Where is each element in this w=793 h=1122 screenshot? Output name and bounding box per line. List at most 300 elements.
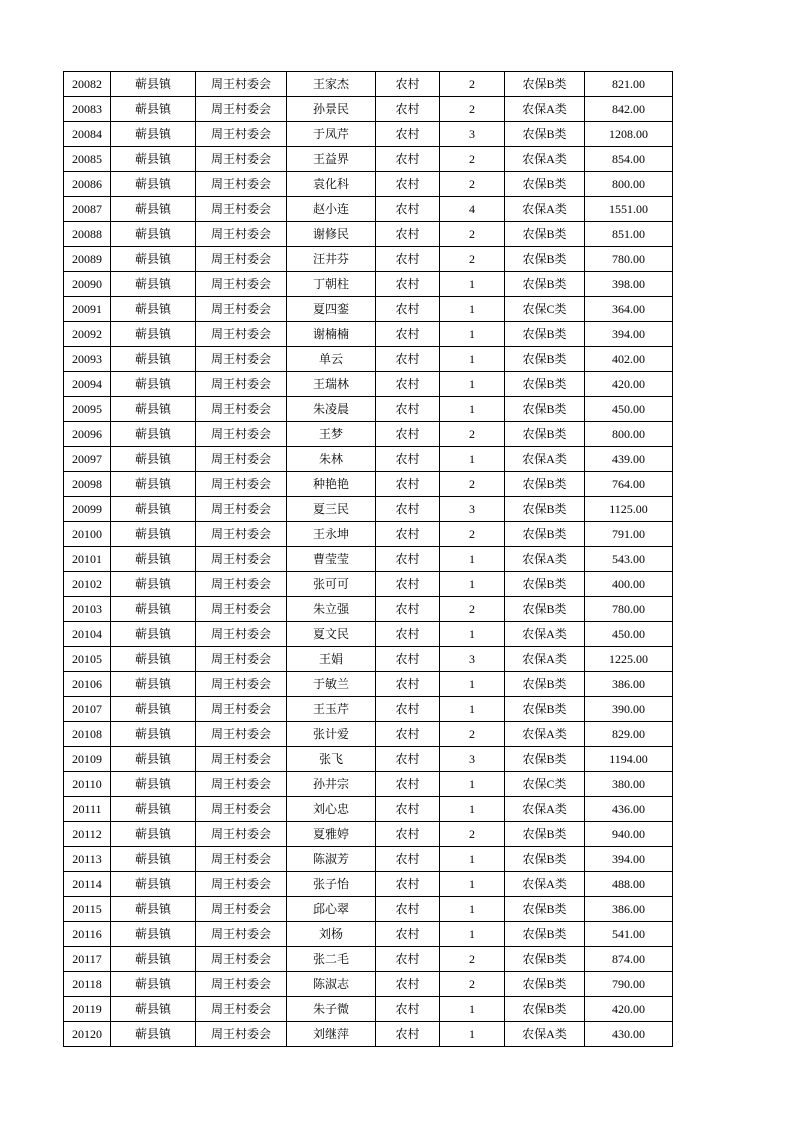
cell-village: 周王村委会 [196,347,287,372]
cell-amount: 790.00 [585,972,673,997]
cell-residence: 农村 [376,647,440,672]
cell-count: 3 [440,122,505,147]
cell-residence: 农村 [376,872,440,897]
cell-id: 20117 [64,947,111,972]
cell-residence: 农村 [376,122,440,147]
cell-village: 周王村委会 [196,422,287,447]
cell-village: 周王村委会 [196,822,287,847]
cell-village: 周王村委会 [196,622,287,647]
cell-category: 农保B类 [505,947,585,972]
cell-category: 农保B类 [505,522,585,547]
cell-town: 蕲县镇 [111,872,196,897]
table-row [64,997,673,1022]
cell-residence: 农村 [376,722,440,747]
cell-residence: 农村 [376,72,440,97]
cell-id: 20083 [64,97,111,122]
cell-count: 1 [440,697,505,722]
cell-village: 周王村委会 [196,472,287,497]
table-row [64,497,673,522]
cell-category: 农保C类 [505,297,585,322]
cell-residence: 农村 [376,347,440,372]
table-row [64,247,673,272]
cell-id: 20095 [64,397,111,422]
cell-count: 1 [440,347,505,372]
cell-id: 20086 [64,172,111,197]
cell-town: 蕲县镇 [111,947,196,972]
cell-count: 1 [440,672,505,697]
table-row [64,297,673,322]
cell-id: 20109 [64,747,111,772]
cell-amount: 439.00 [585,447,673,472]
table-row [64,422,673,447]
cell-id: 20101 [64,547,111,572]
cell-name: 王永坤 [287,522,376,547]
cell-id: 20115 [64,897,111,922]
cell-count: 2 [440,597,505,622]
cell-name: 朱子微 [287,997,376,1022]
cell-name: 孙景民 [287,97,376,122]
cell-residence: 农村 [376,222,440,247]
cell-category: 农保B类 [505,347,585,372]
cell-residence: 农村 [376,972,440,997]
cell-name: 袁化科 [287,172,376,197]
cell-category: 农保B类 [505,397,585,422]
cell-residence: 农村 [376,572,440,597]
cell-amount: 420.00 [585,372,673,397]
cell-amount: 436.00 [585,797,673,822]
cell-id: 20092 [64,322,111,347]
cell-village: 周王村委会 [196,547,287,572]
cell-village: 周王村委会 [196,522,287,547]
cell-amount: 390.00 [585,697,673,722]
cell-residence: 农村 [376,747,440,772]
table-row [64,647,673,672]
cell-category: 农保B类 [505,697,585,722]
cell-name: 孙井宗 [287,772,376,797]
cell-amount: 430.00 [585,1022,673,1047]
table-row [64,622,673,647]
cell-count: 1 [440,1022,505,1047]
cell-category: 农保B类 [505,422,585,447]
cell-town: 蕲县镇 [111,572,196,597]
cell-count: 2 [440,422,505,447]
cell-town: 蕲县镇 [111,372,196,397]
cell-town: 蕲县镇 [111,972,196,997]
cell-category: 农保A类 [505,872,585,897]
cell-name: 朱凌晨 [287,397,376,422]
cell-id: 20093 [64,347,111,372]
table-row [64,372,673,397]
cell-name: 夏四銮 [287,297,376,322]
cell-village: 周王村委会 [196,272,287,297]
cell-category: 农保B类 [505,372,585,397]
cell-category: 农保B类 [505,997,585,1022]
cell-amount: 874.00 [585,947,673,972]
table-row [64,97,673,122]
cell-count: 1 [440,572,505,597]
cell-amount: 364.00 [585,297,673,322]
cell-village: 周王村委会 [196,147,287,172]
cell-id: 20108 [64,722,111,747]
cell-count: 1 [440,322,505,347]
cell-town: 蕲县镇 [111,422,196,447]
cell-category: 农保B类 [505,272,585,297]
cell-category: 农保B类 [505,847,585,872]
cell-residence: 农村 [376,847,440,872]
cell-amount: 402.00 [585,347,673,372]
cell-town: 蕲县镇 [111,822,196,847]
cell-amount: 800.00 [585,172,673,197]
cell-count: 1 [440,797,505,822]
cell-town: 蕲县镇 [111,222,196,247]
cell-village: 周王村委会 [196,747,287,772]
cell-id: 20116 [64,922,111,947]
cell-id: 20105 [64,647,111,672]
cell-id: 20098 [64,472,111,497]
cell-residence: 农村 [376,622,440,647]
cell-residence: 农村 [376,672,440,697]
cell-count: 2 [440,472,505,497]
cell-name: 张飞 [287,747,376,772]
cell-category: 农保B类 [505,247,585,272]
cell-town: 蕲县镇 [111,797,196,822]
cell-name: 张二毛 [287,947,376,972]
cell-category: 农保B类 [505,897,585,922]
cell-amount: 380.00 [585,772,673,797]
cell-name: 张计爱 [287,722,376,747]
cell-residence: 农村 [376,372,440,397]
cell-id: 20094 [64,372,111,397]
cell-count: 3 [440,497,505,522]
cell-residence: 农村 [376,197,440,222]
cell-village: 周王村委会 [196,772,287,797]
cell-amount: 791.00 [585,522,673,547]
cell-id: 20084 [64,122,111,147]
cell-name: 谢楠楠 [287,322,376,347]
table-row [64,147,673,172]
cell-village: 周王村委会 [196,197,287,222]
cell-residence: 农村 [376,172,440,197]
cell-amount: 450.00 [585,622,673,647]
table-row [64,397,673,422]
cell-id: 20102 [64,572,111,597]
cell-residence: 农村 [376,1022,440,1047]
cell-village: 周王村委会 [196,372,287,397]
cell-town: 蕲县镇 [111,722,196,747]
cell-category: 农保A类 [505,197,585,222]
cell-category: 农保B类 [505,922,585,947]
table-row [64,1022,673,1047]
cell-count: 1 [440,847,505,872]
cell-name: 汪井芬 [287,247,376,272]
cell-amount: 764.00 [585,472,673,497]
cell-town: 蕲县镇 [111,897,196,922]
cell-name: 刘继萍 [287,1022,376,1047]
cell-name: 王玉芹 [287,697,376,722]
cell-residence: 农村 [376,447,440,472]
cell-village: 周王村委会 [196,997,287,1022]
table-row [64,847,673,872]
cell-town: 蕲县镇 [111,1022,196,1047]
table-row [64,272,673,297]
cell-category: 农保B类 [505,122,585,147]
cell-count: 1 [440,772,505,797]
cell-count: 1 [440,547,505,572]
cell-amount: 780.00 [585,247,673,272]
cell-id: 20118 [64,972,111,997]
cell-id: 20087 [64,197,111,222]
cell-amount: 420.00 [585,997,673,1022]
cell-name: 朱林 [287,447,376,472]
table-row [64,922,673,947]
cell-village: 周王村委会 [196,297,287,322]
table-row [64,447,673,472]
cell-id: 20085 [64,147,111,172]
cell-name: 曹莹莹 [287,547,376,572]
cell-town: 蕲县镇 [111,122,196,147]
cell-id: 20097 [64,447,111,472]
cell-category: 农保B类 [505,672,585,697]
cell-residence: 农村 [376,522,440,547]
cell-residence: 农村 [376,497,440,522]
cell-id: 20106 [64,672,111,697]
cell-amount: 543.00 [585,547,673,572]
cell-category: 农保A类 [505,97,585,122]
cell-town: 蕲县镇 [111,322,196,347]
cell-count: 2 [440,522,505,547]
cell-village: 周王村委会 [196,72,287,97]
cell-town: 蕲县镇 [111,847,196,872]
cell-village: 周王村委会 [196,722,287,747]
cell-id: 20107 [64,697,111,722]
table-row [64,572,673,597]
cell-town: 蕲县镇 [111,547,196,572]
cell-town: 蕲县镇 [111,472,196,497]
cell-id: 20100 [64,522,111,547]
cell-name: 王梦 [287,422,376,447]
cell-amount: 394.00 [585,847,673,872]
cell-count: 1 [440,397,505,422]
cell-amount: 450.00 [585,397,673,422]
cell-residence: 农村 [376,997,440,1022]
cell-id: 20111 [64,797,111,822]
cell-village: 周王村委会 [196,397,287,422]
cell-count: 3 [440,747,505,772]
cell-id: 20110 [64,772,111,797]
cell-town: 蕲县镇 [111,497,196,522]
cell-category: 农保A类 [505,1022,585,1047]
cell-count: 1 [440,872,505,897]
cell-name: 夏文民 [287,622,376,647]
cell-town: 蕲县镇 [111,97,196,122]
cell-village: 周王村委会 [196,847,287,872]
cell-village: 周王村委会 [196,797,287,822]
cell-amount: 842.00 [585,97,673,122]
cell-village: 周王村委会 [196,597,287,622]
cell-name: 种艳艳 [287,472,376,497]
cell-id: 20091 [64,297,111,322]
cell-id: 20104 [64,622,111,647]
cell-village: 周王村委会 [196,222,287,247]
table-row [64,797,673,822]
cell-id: 20088 [64,222,111,247]
cell-count: 1 [440,372,505,397]
benefits-table [63,71,673,1047]
table-body [64,72,673,1047]
cell-residence: 农村 [376,272,440,297]
cell-residence: 农村 [376,897,440,922]
cell-category: 农保B类 [505,972,585,997]
cell-id: 20112 [64,822,111,847]
table-row [64,172,673,197]
cell-amount: 1194.00 [585,747,673,772]
cell-amount: 940.00 [585,822,673,847]
cell-residence: 农村 [376,97,440,122]
table-row [64,872,673,897]
cell-name: 刘杨 [287,922,376,947]
table-row [64,347,673,372]
table-row [64,747,673,772]
table-row [64,697,673,722]
cell-amount: 780.00 [585,597,673,622]
cell-residence: 农村 [376,397,440,422]
cell-village: 周王村委会 [196,972,287,997]
cell-name: 于敏兰 [287,672,376,697]
cell-name: 邱心翠 [287,897,376,922]
cell-village: 周王村委会 [196,947,287,972]
cell-residence: 农村 [376,597,440,622]
cell-amount: 398.00 [585,272,673,297]
table-row [64,772,673,797]
cell-name: 夏雅婷 [287,822,376,847]
cell-name: 刘心忠 [287,797,376,822]
cell-village: 周王村委会 [196,497,287,522]
cell-amount: 394.00 [585,322,673,347]
cell-name: 王瑞林 [287,372,376,397]
table-row [64,897,673,922]
cell-town: 蕲县镇 [111,447,196,472]
cell-count: 2 [440,972,505,997]
cell-name: 张可可 [287,572,376,597]
cell-town: 蕲县镇 [111,597,196,622]
cell-village: 周王村委会 [196,897,287,922]
cell-town: 蕲县镇 [111,747,196,772]
cell-name: 王娟 [287,647,376,672]
cell-count: 1 [440,297,505,322]
cell-count: 1 [440,447,505,472]
cell-name: 赵小连 [287,197,376,222]
cell-town: 蕲县镇 [111,197,196,222]
cell-amount: 800.00 [585,422,673,447]
cell-town: 蕲县镇 [111,247,196,272]
cell-name: 夏三民 [287,497,376,522]
cell-name: 朱立强 [287,597,376,622]
cell-village: 周王村委会 [196,872,287,897]
cell-village: 周王村委会 [196,322,287,347]
cell-town: 蕲县镇 [111,297,196,322]
table-row [64,597,673,622]
cell-town: 蕲县镇 [111,172,196,197]
table-row [64,522,673,547]
cell-amount: 386.00 [585,897,673,922]
cell-amount: 1551.00 [585,197,673,222]
cell-id: 20103 [64,597,111,622]
table-row [64,122,673,147]
table-row [64,222,673,247]
cell-amount: 488.00 [585,872,673,897]
table-row [64,722,673,747]
cell-id: 20113 [64,847,111,872]
cell-town: 蕲县镇 [111,697,196,722]
cell-village: 周王村委会 [196,672,287,697]
cell-count: 2 [440,247,505,272]
cell-amount: 386.00 [585,672,673,697]
table-row [64,547,673,572]
cell-category: 农保B类 [505,497,585,522]
cell-name: 张子怡 [287,872,376,897]
table-row [64,322,673,347]
cell-village: 周王村委会 [196,1022,287,1047]
cell-residence: 农村 [376,472,440,497]
cell-amount: 1225.00 [585,647,673,672]
cell-town: 蕲县镇 [111,522,196,547]
cell-category: 农保A类 [505,722,585,747]
cell-category: 农保B类 [505,572,585,597]
cell-town: 蕲县镇 [111,922,196,947]
cell-id: 20120 [64,1022,111,1047]
cell-village: 周王村委会 [196,647,287,672]
cell-category: 农保B类 [505,72,585,97]
cell-residence: 农村 [376,772,440,797]
cell-town: 蕲县镇 [111,647,196,672]
cell-count: 2 [440,97,505,122]
table-row [64,672,673,697]
cell-category: 农保A类 [505,147,585,172]
cell-residence: 农村 [376,322,440,347]
cell-residence: 农村 [376,797,440,822]
cell-category: 农保C类 [505,772,585,797]
table-row [64,947,673,972]
cell-amount: 541.00 [585,922,673,947]
cell-category: 农保B类 [505,597,585,622]
cell-name: 王益界 [287,147,376,172]
cell-residence: 农村 [376,947,440,972]
table-row [64,822,673,847]
cell-town: 蕲县镇 [111,772,196,797]
cell-category: 农保B类 [505,322,585,347]
cell-amount: 829.00 [585,722,673,747]
cell-residence: 农村 [376,247,440,272]
cell-residence: 农村 [376,422,440,447]
cell-count: 1 [440,922,505,947]
cell-town: 蕲县镇 [111,397,196,422]
cell-category: 农保B类 [505,172,585,197]
cell-village: 周王村委会 [196,97,287,122]
cell-residence: 农村 [376,822,440,847]
cell-name: 王家杰 [287,72,376,97]
cell-count: 3 [440,647,505,672]
cell-category: 农保B类 [505,222,585,247]
cell-village: 周王村委会 [196,922,287,947]
table-row [64,472,673,497]
cell-id: 20114 [64,872,111,897]
cell-count: 2 [440,172,505,197]
cell-village: 周王村委会 [196,247,287,272]
cell-id: 20099 [64,497,111,522]
table-row [64,72,673,97]
cell-town: 蕲县镇 [111,622,196,647]
cell-residence: 农村 [376,547,440,572]
